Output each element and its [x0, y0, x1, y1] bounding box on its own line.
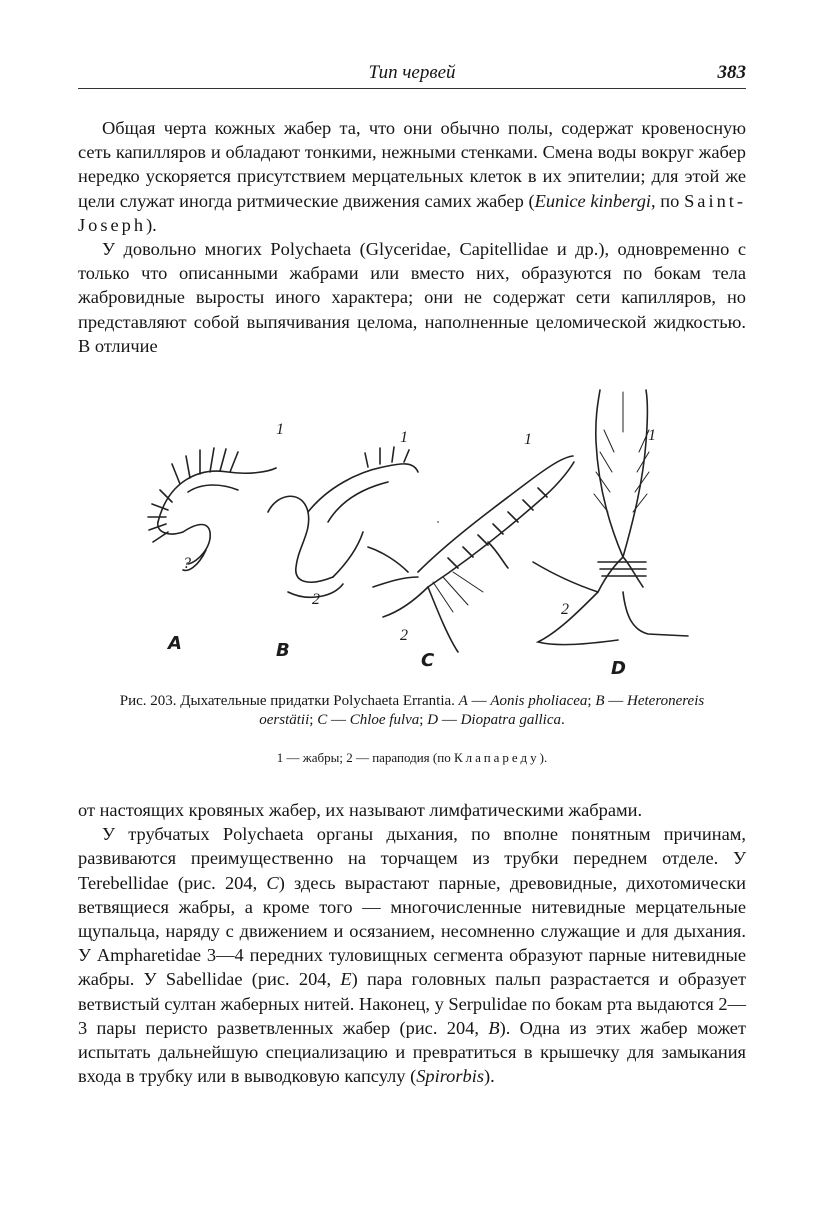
panel-label-c: C — [421, 650, 435, 671]
text-span: , по — [651, 190, 685, 211]
paragraph: от настоящих кровяных жабер, их называют лимфатическими жабрами. — [78, 800, 643, 820]
paragraph — [78, 822, 746, 1088]
caption-letter: C — [317, 712, 328, 728]
caption-sep: — — [467, 693, 491, 709]
figure-203 — [128, 372, 698, 687]
gill-label-b: 1 — [400, 429, 408, 446]
page-number: 383 — [717, 62, 746, 83]
panel-label-b: B — [276, 640, 290, 661]
text-block-bottom — [78, 798, 746, 1088]
panel-label-d: D — [611, 658, 626, 679]
panel-d-drawing — [533, 390, 688, 645]
paragraph: У довольно многих Polychaeta (Glyceridae, Capitellidae и др.), одновременно с только что описанными жабрами или вместо них, образуются по бокам тела жабровидные выросты иного характера; они не содержат сети капилляров, но представляют собой выпячивания целома, наполненные целомической жидкостью. В отличие — [78, 239, 746, 356]
gill-label-c: 1 — [524, 431, 532, 448]
running-title: Тип червей — [368, 62, 456, 83]
panel-b-drawing — [268, 447, 418, 597]
author-name: Saint-Joseph — [78, 190, 746, 235]
caption-sep: — — [327, 712, 350, 728]
figure-ref: C — [266, 872, 279, 893]
gill-label-d: 1 — [648, 427, 656, 444]
caption-end: ; — [587, 693, 596, 709]
parapodium-label-c: 2 — [400, 627, 408, 644]
caption-sep: — — [604, 693, 628, 709]
text-span: ) здесь вырастают парные, древовидные, дихотомически ветвящиеся жабры, а кроме того — многочисленные нитевидные мерцательные щупальца, наряду с движением и осязанием, несомненно служащие и для дыхания. У Ampharetidae 3—4 передних туловищных сегмента образуют парные нитевидные жабры. У Sabellidae (рис. 204, — [78, 872, 746, 990]
figure-caption — [110, 692, 714, 730]
caption-letter: B — [595, 693, 605, 709]
panel-label-a: A — [168, 633, 182, 654]
caption-letter: A — [458, 693, 468, 709]
figure-ref: E — [340, 969, 352, 990]
unknown-label-a: ? — [183, 555, 191, 572]
text-span: ). Одна из этих жабер может испытать дальнейшую специализацию и превратиться в крышечку для замыкания входа в трубку или в выводковую капсулу ( — [78, 1017, 746, 1087]
text-block-top — [78, 116, 746, 358]
paragraph — [78, 116, 746, 237]
caption-end: ; — [309, 712, 318, 728]
text-span: У трубчатых Polychaeta органы дыхания, по вполне понятным причинам, развиваются преимущественно на торчащем из трубки переднем отделе. У Terebellidae (рис. 204, — [78, 824, 746, 893]
caption-species: Diopatra gallica — [460, 712, 561, 728]
text-span: ). — [484, 1066, 495, 1087]
text-span: Общая черта кожных жабер та, что они обычно полы, содержат кровеносную сеть капилляров и обладают тонкими, нежными стенками. Смена воды вокруг жабер нередко ускоряется присутствием мерцательных клеток в их эпителии; для этой же цели служат иногда ритмические движения самих жабер ( — [78, 118, 746, 211]
panel-c-drawing — [368, 456, 574, 652]
caption-species: Aonis pholiacea — [490, 693, 588, 709]
parapodium-label-b: 2 — [312, 591, 320, 608]
text-span: ). — [146, 214, 157, 235]
caption-prefix: Рис. 203. Дыхательные придатки Polychaeta Errantia. — [119, 693, 459, 709]
caption-letter: D — [427, 712, 439, 728]
panel-a-drawing — [148, 448, 276, 570]
figure-illustration — [128, 372, 698, 687]
species-name: Eunice kinbergi — [534, 190, 651, 211]
legend-author: Клапареду — [453, 750, 540, 765]
gill-label-a: 1 — [276, 421, 284, 438]
caption-sep: — — [438, 712, 461, 728]
parapodium-label-d: 2 — [561, 601, 569, 618]
caption-species: Heteronereis oerstätii — [259, 693, 705, 728]
figure-ref: B — [488, 1017, 500, 1038]
running-header — [78, 60, 746, 90]
legend-text: ). — [539, 750, 548, 765]
header-rule — [78, 88, 746, 89]
legend-text: 1 — жабры; 2 — параподия (по — [276, 750, 454, 765]
text-span: ) пара головных пальп разрастается и образует ветвистый султан жаберных нитей. Наконец, у Serpulidae по бокам рта выдаются 2—3 пары перисто разветвленных жабер (рис. 204, — [78, 969, 747, 1038]
figure-legend — [110, 750, 714, 766]
caption-end: ; — [419, 712, 428, 728]
caption-end: . — [560, 712, 565, 728]
caption-species: Chloe fulva — [349, 712, 420, 728]
species-name: Spirorbis — [416, 1066, 484, 1087]
